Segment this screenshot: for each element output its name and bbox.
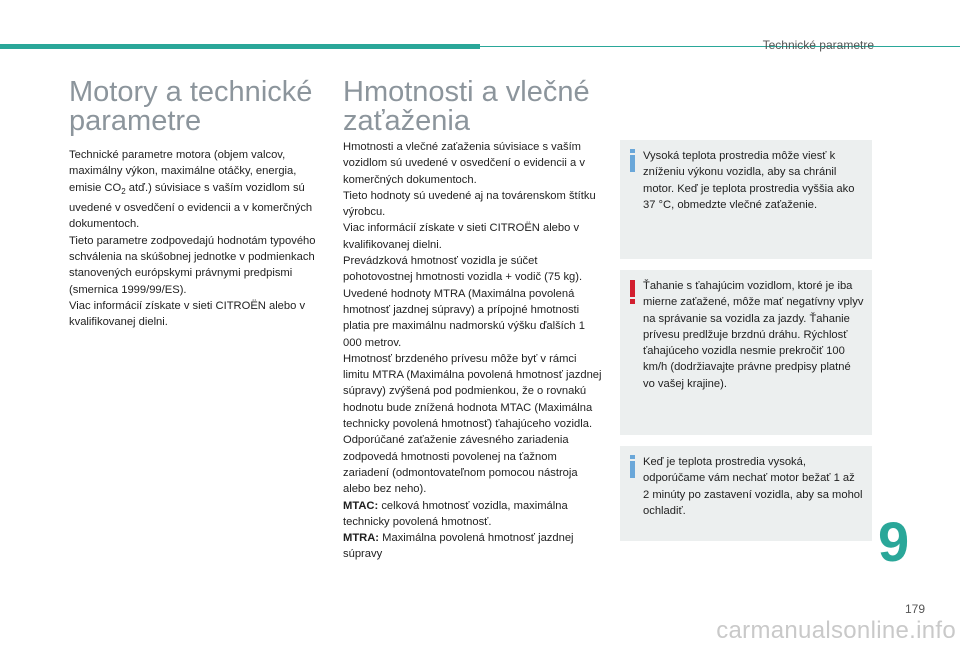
page-number: 179 (905, 602, 926, 616)
middle-paragraph: Viac informácií získate v sieti CITROËN alebo v kvalifikovanej dielni. (343, 222, 580, 251)
note-box-cooling (620, 446, 872, 541)
definition-text: Maximálna povolená hmotnosť jazdnej súpravy (343, 532, 574, 561)
note-text: Ťahanie s ťahajúcim vozidlom, ktoré je iba mierne zaťažené, môže mať negatívny vplyv na správanie sa vozidla za jazdy. Ťahanie prívesu predlžuje brzdnú dráhu. Rýchlosť ťahajúceho vozidla nesmie prekročiť 100 km/h (dodržiavajte právne predpisy platné vo vašej krajine). (643, 280, 864, 390)
warning-icon (630, 280, 635, 304)
definition-mtra (343, 530, 605, 563)
co2-subscript: 2 (121, 186, 126, 196)
header-rule (480, 46, 960, 47)
left-paragraph: Tieto parametre zodpovedajú hodnotám typového schválenia na skúšobnej jednotke v podmienkach stanovených európskymi právnymi predpismi (smernica 1999/99/ES). (69, 234, 316, 296)
definition-text: celková hmotnosť vozidla, maximálna technicky povolená hmotnosť. (343, 499, 568, 528)
middle-paragraph: Odporúčané zaťaženie závesného zariadenia zodpovedá hmotnosti povolenej na ťažnom zariadení (odmontovateľnom pomocou nástroja alebo bez neho). (343, 434, 578, 496)
watermark: carmanualsonline.info (716, 617, 956, 644)
middle-paragraph: Hmotnosť brzdeného prívesu môže byť v rámci limitu MTRA (Maximálna povolená hmotnosť jazdnej súpravy) zvýšená pod podmienkou, že o rovnakú hodnotu bude znížená hodnota MTAC (Maximálna technicky povolená hmotnosť) ťahajúceho vozidla. (343, 352, 602, 431)
note-box-warning (620, 270, 872, 435)
engine-text-start: Technické parametre motora (objem valcov, maximálny výkon, maximálne otáčky, energia, emisie CO (69, 149, 297, 194)
middle-paragraph: Hmotnosti a vlečné zaťaženia súvisiace s vaším vozidlom sú uvedené v osvedčení o evidencii a v komerčných dokumentoch. (343, 141, 585, 186)
chapter-number: 9 (878, 510, 910, 573)
engine-text-end: atď.) súvisiace s vaším vozidlom sú uvedené v osvedčení o evidencii a v komerčných dokumentoch. (69, 181, 313, 231)
definition-term: MTAC: (343, 499, 379, 512)
section-label: Technické parametre (762, 38, 874, 52)
left-column-title: Motory a technické parametre (69, 76, 313, 137)
left-paragraph: Viac informácií získate v sieti CITROËN alebo v kvalifikovanej dielni. (69, 299, 306, 329)
left-paragraph-engine (69, 147, 323, 233)
definition-term: MTRA: (343, 532, 380, 545)
definition-mtac (343, 498, 605, 531)
header-accent-bar (0, 44, 480, 49)
note-box-temperature (620, 140, 872, 259)
left-column-text (69, 147, 323, 331)
info-icon (630, 455, 635, 478)
middle-column-text (343, 139, 605, 563)
middle-column-title: Hmotnosti a vlečné zaťaženia (343, 76, 590, 137)
middle-paragraph: Prevádzková hmotnosť vozidla je súčet pohotovostnej hmotnosti vozidla + vodič (75 kg). (343, 255, 583, 284)
note-text: Vysoká teplota prostredia môže viesť k zníženiu výkonu vozidla, aby sa chránil motor. Keď je teplota prostredia vyššia ako 37 °C, obmedzte vlečné zaťaženie. (643, 150, 855, 211)
info-icon (630, 149, 635, 172)
note-text: Keď je teplota prostredia vysoká, odporúčame vám nechať motor bežať 1 až 2 minúty po zastavení vozidla, aby sa mohol ochladiť. (643, 456, 863, 517)
middle-paragraph: Uvedené hodnoty MTRA (Maximálna povolená hmotnosť jazdnej súpravy) a prípojné hmotnosti platia pre maximálnu nadmorskú výšku ďalších 1 000 metrov. (343, 287, 585, 349)
middle-paragraph: Tieto hodnoty sú uvedené aj na továrenskom štítku výrobcu. (343, 189, 596, 219)
